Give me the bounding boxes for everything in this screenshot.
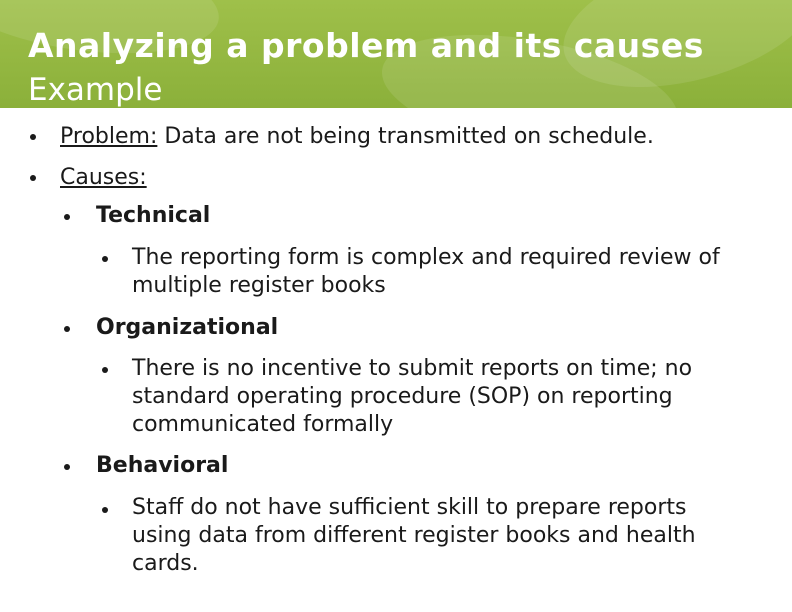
cause-detail-line: using data from different register books and health — [132, 523, 696, 548]
cause-detail-line: The reporting form is complex and required review of — [132, 245, 720, 270]
problem-statement — [60, 123, 654, 151]
problem-text: Data are not being transmitted on schedule. — [157, 124, 654, 149]
bullet-icon — [102, 256, 108, 262]
slide-subtitle: Example — [28, 72, 163, 108]
cause-category-behavioral: Behavioral — [96, 453, 229, 478]
bullet-icon — [64, 326, 70, 332]
bullet-icon — [64, 464, 70, 470]
cause-detail-line: Staff do not have sufficient skill to prepare reports — [132, 495, 687, 520]
cause-detail-line: cards. — [132, 551, 199, 576]
slide-title: Analyzing a problem and its causes — [28, 26, 704, 65]
bullet-icon — [64, 214, 70, 220]
title-banner — [0, 0, 792, 108]
bullet-icon — [102, 507, 108, 513]
causes-label: Causes: — [60, 165, 147, 190]
cause-detail-line: communicated formally — [132, 412, 394, 437]
bullet-icon — [30, 175, 36, 181]
cause-category-technical: Technical — [96, 203, 211, 228]
cause-detail-line: standard operating procedure (SOP) on reporting — [132, 384, 673, 409]
bullet-icon — [102, 367, 108, 373]
cause-category-organizational: Organizational — [96, 315, 279, 340]
bullet-icon — [30, 134, 36, 140]
cause-detail-line: multiple register books — [132, 273, 386, 298]
cause-detail-line: There is no incentive to submit reports on time; no — [132, 356, 693, 381]
problem-label: Problem: — [60, 124, 158, 149]
